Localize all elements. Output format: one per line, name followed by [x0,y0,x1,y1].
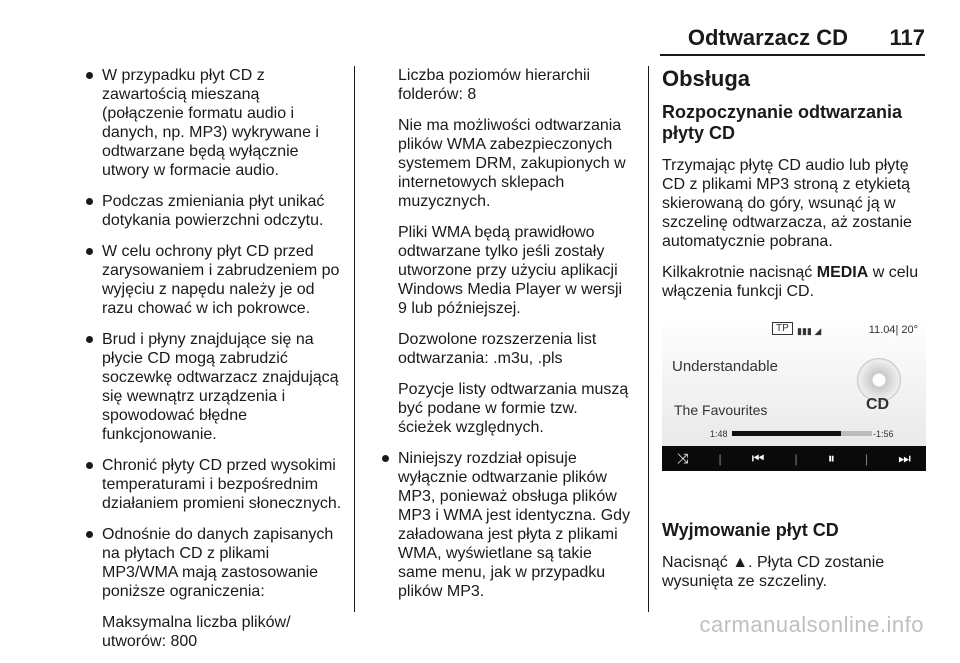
insert-cd-text: Trzymając płytę CD audio lub płytę CD z plikami MP3 stroną z etykietą skierowaną do góry, wsunąć ją w szczelinę odtwarzacza, aż zostanie automatycznie pobrana. [662,157,912,250]
wma-note: Pliki WMA będą prawidłowo odtwarzane tylko jeśli zostały utworzone przy użyciu aplikacji Windows Media Player w wersji 9 lub późniejszej. [398,224,623,317]
pause-icon[interactable]: ⏸ [827,450,835,466]
temperature: 20° [901,324,918,336]
drm-note: Nie ma możliwości odtwarzania plików WMA zabezpieczonych systemem DRM, zakupionych w internetowych sklepach muzycznych. [398,117,626,210]
artist-name: The Favourites [674,402,768,418]
page-number: 117 [889,25,925,50]
column-3 [662,66,926,313]
column-divider-2 [648,66,649,612]
previous-icon[interactable]: ⏮ [751,450,765,466]
progress-bar[interactable] [732,431,872,436]
limit-folders: Liczba poziomów hierarchii folderów: 8 [398,67,591,103]
list-item: W przypadku płyt CD z zawartością mieszaną (połączenie formatu audio i danych, np. MP3) wykrywane i odtwarzane będą wyłącznie utwory w formacie audio. [80,66,342,180]
list-item: Niniejszy rozdział opisuje wyłącznie odtwarzanie plików MP3, ponieważ obsługa plików MP3 i WMA jest identyczna. Gdy załadowana jest płyta z plikami WMA, wyświetlane są takie same menu, jak w przypadku plików MP3. [376,449,634,601]
eject-text: Nacisnąć ▲. Płyta CD zostanie wysunięta ze szczeliny. [662,554,885,590]
elapsed-time: 1:48 [710,429,728,439]
list-item: Brud i płyny znajdujące się na płycie CD mogą zabrudzić soczewkę odtwarzacz znajdującą się wewnątrz urządzenia i spowodować błędne funkcjonowanie. [80,330,342,444]
media-key: MEDIA [816,264,869,281]
subsection-heading-eject: Wyjmowanie płyt CD [662,520,839,540]
eject-icon: ▲ [732,554,749,571]
screen-body [662,316,926,446]
playlist-ext: Dozwolone rozszerzenia list odtwarzania: .m3u, .pls [398,331,597,367]
subsection-heading-start: Rozpoczynanie odtwarzania płyty CD [662,102,903,143]
signal-icon: ▮▮▮ ◢ [797,326,822,336]
list-item: W celu ochrony płyt CD przed zarysowaniem i zabrudzeniem po wyjęciu z napędu należy je od razu chować w ich pokrowce. [80,242,342,318]
media-text: Kilkakrotnie nacisnąć MEDIA w celu włączenia funkcji CD. [662,264,919,300]
separator: | [794,451,798,466]
status-bar: 11.04| 20° [868,324,918,336]
page-header [0,0,960,56]
column-1 [80,66,342,663]
next-icon[interactable]: ⏭ [898,450,911,466]
remaining-time: -1:56 [873,429,894,439]
column-3-lower [662,520,926,603]
list-item: Odnośnie do danych zapisanych na płytach CD z plikami MP3/WMA mają zastosowanie poniższe ograniczenia: [80,525,342,601]
watermark: carmanualsonline.info [699,612,924,637]
separator: | [718,451,722,466]
page-title: Odtwarzacz CD [687,25,848,50]
progress-fill [732,431,841,436]
list-item: Chronić płyty CD przed wysokimi temperaturami i bezpośrednim działaniem promieni słonecznych. [80,456,342,513]
header-rule [660,54,925,56]
playback-controls [662,446,926,471]
separator: | [865,451,869,466]
column-divider-1 [354,66,355,612]
tp-indicator: TP [772,322,793,335]
track-title: Understandable [672,358,778,375]
list-item: Podczas zmieniania płyt unikać dotykania powierzchni odczytu. [80,192,342,230]
infotainment-screen [662,316,926,471]
section-heading: Obsługa [662,66,751,91]
shuffle-icon[interactable]: ⤨ [677,450,689,466]
cd-label: CD [866,396,890,413]
limit-files: Maksymalna liczba plików/ utworów: 800 [102,614,291,650]
column-2 [376,66,634,613]
playlist-paths: Pozycje listy odtwarzania muszą być podane w formie tzw. ścieżek względnych. [398,381,629,436]
clock: 11.04 [868,324,896,336]
